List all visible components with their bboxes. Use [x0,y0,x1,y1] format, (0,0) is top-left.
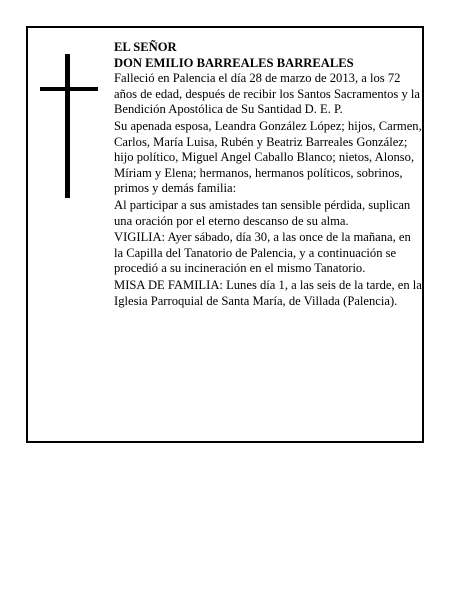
latin-cross-icon [40,54,98,198]
cross-vertical-bar [65,54,70,198]
heading-title: EL SEÑOR [114,40,177,54]
deceased-name: DON EMILIO BARREALES BARREALES [114,55,354,70]
obituary-notice [26,26,424,443]
vigil-details: VIGILIA: Ayer sábado, día 30, a las once de la mañana, en la Capilla del Tanatorio de Palencia, y a continuación se procedió a su incineración en el mismo Tanatorio. [114,230,411,276]
prayer-request: Al participar a sus amistades tan sensible pérdida, suplican una oración por el eterno descanso de su alma. [114,197,411,228]
death-announcement: Falleció en Palencia el día 28 de marzo de 2013, a los 72 años de edad, después de recibir los Santos Sacramentos y la Bendición Apostólica de Su Santidad D. E. P. [114,71,421,117]
cross-horizontal-bar [40,87,98,91]
family-mass-details: MISA DE FAMILIA: Lunes día 1, a las seis de la tarde, en la Iglesia Parroquial de Santa María, de Villada (Palencia). [114,277,422,308]
notice-text [114,40,422,309]
family-members: Su apenada esposa, Leandra González López; hijos, Carmen, Carlos, María Luisa, Rubén y Beatriz Barreales González; hijo político, Miguel Angel Caballo Blanco; nietos, Alonso, Míriam y Elena; hermanos, hermanos políticos, sobrinos, primos y demás familia: [114,118,422,196]
